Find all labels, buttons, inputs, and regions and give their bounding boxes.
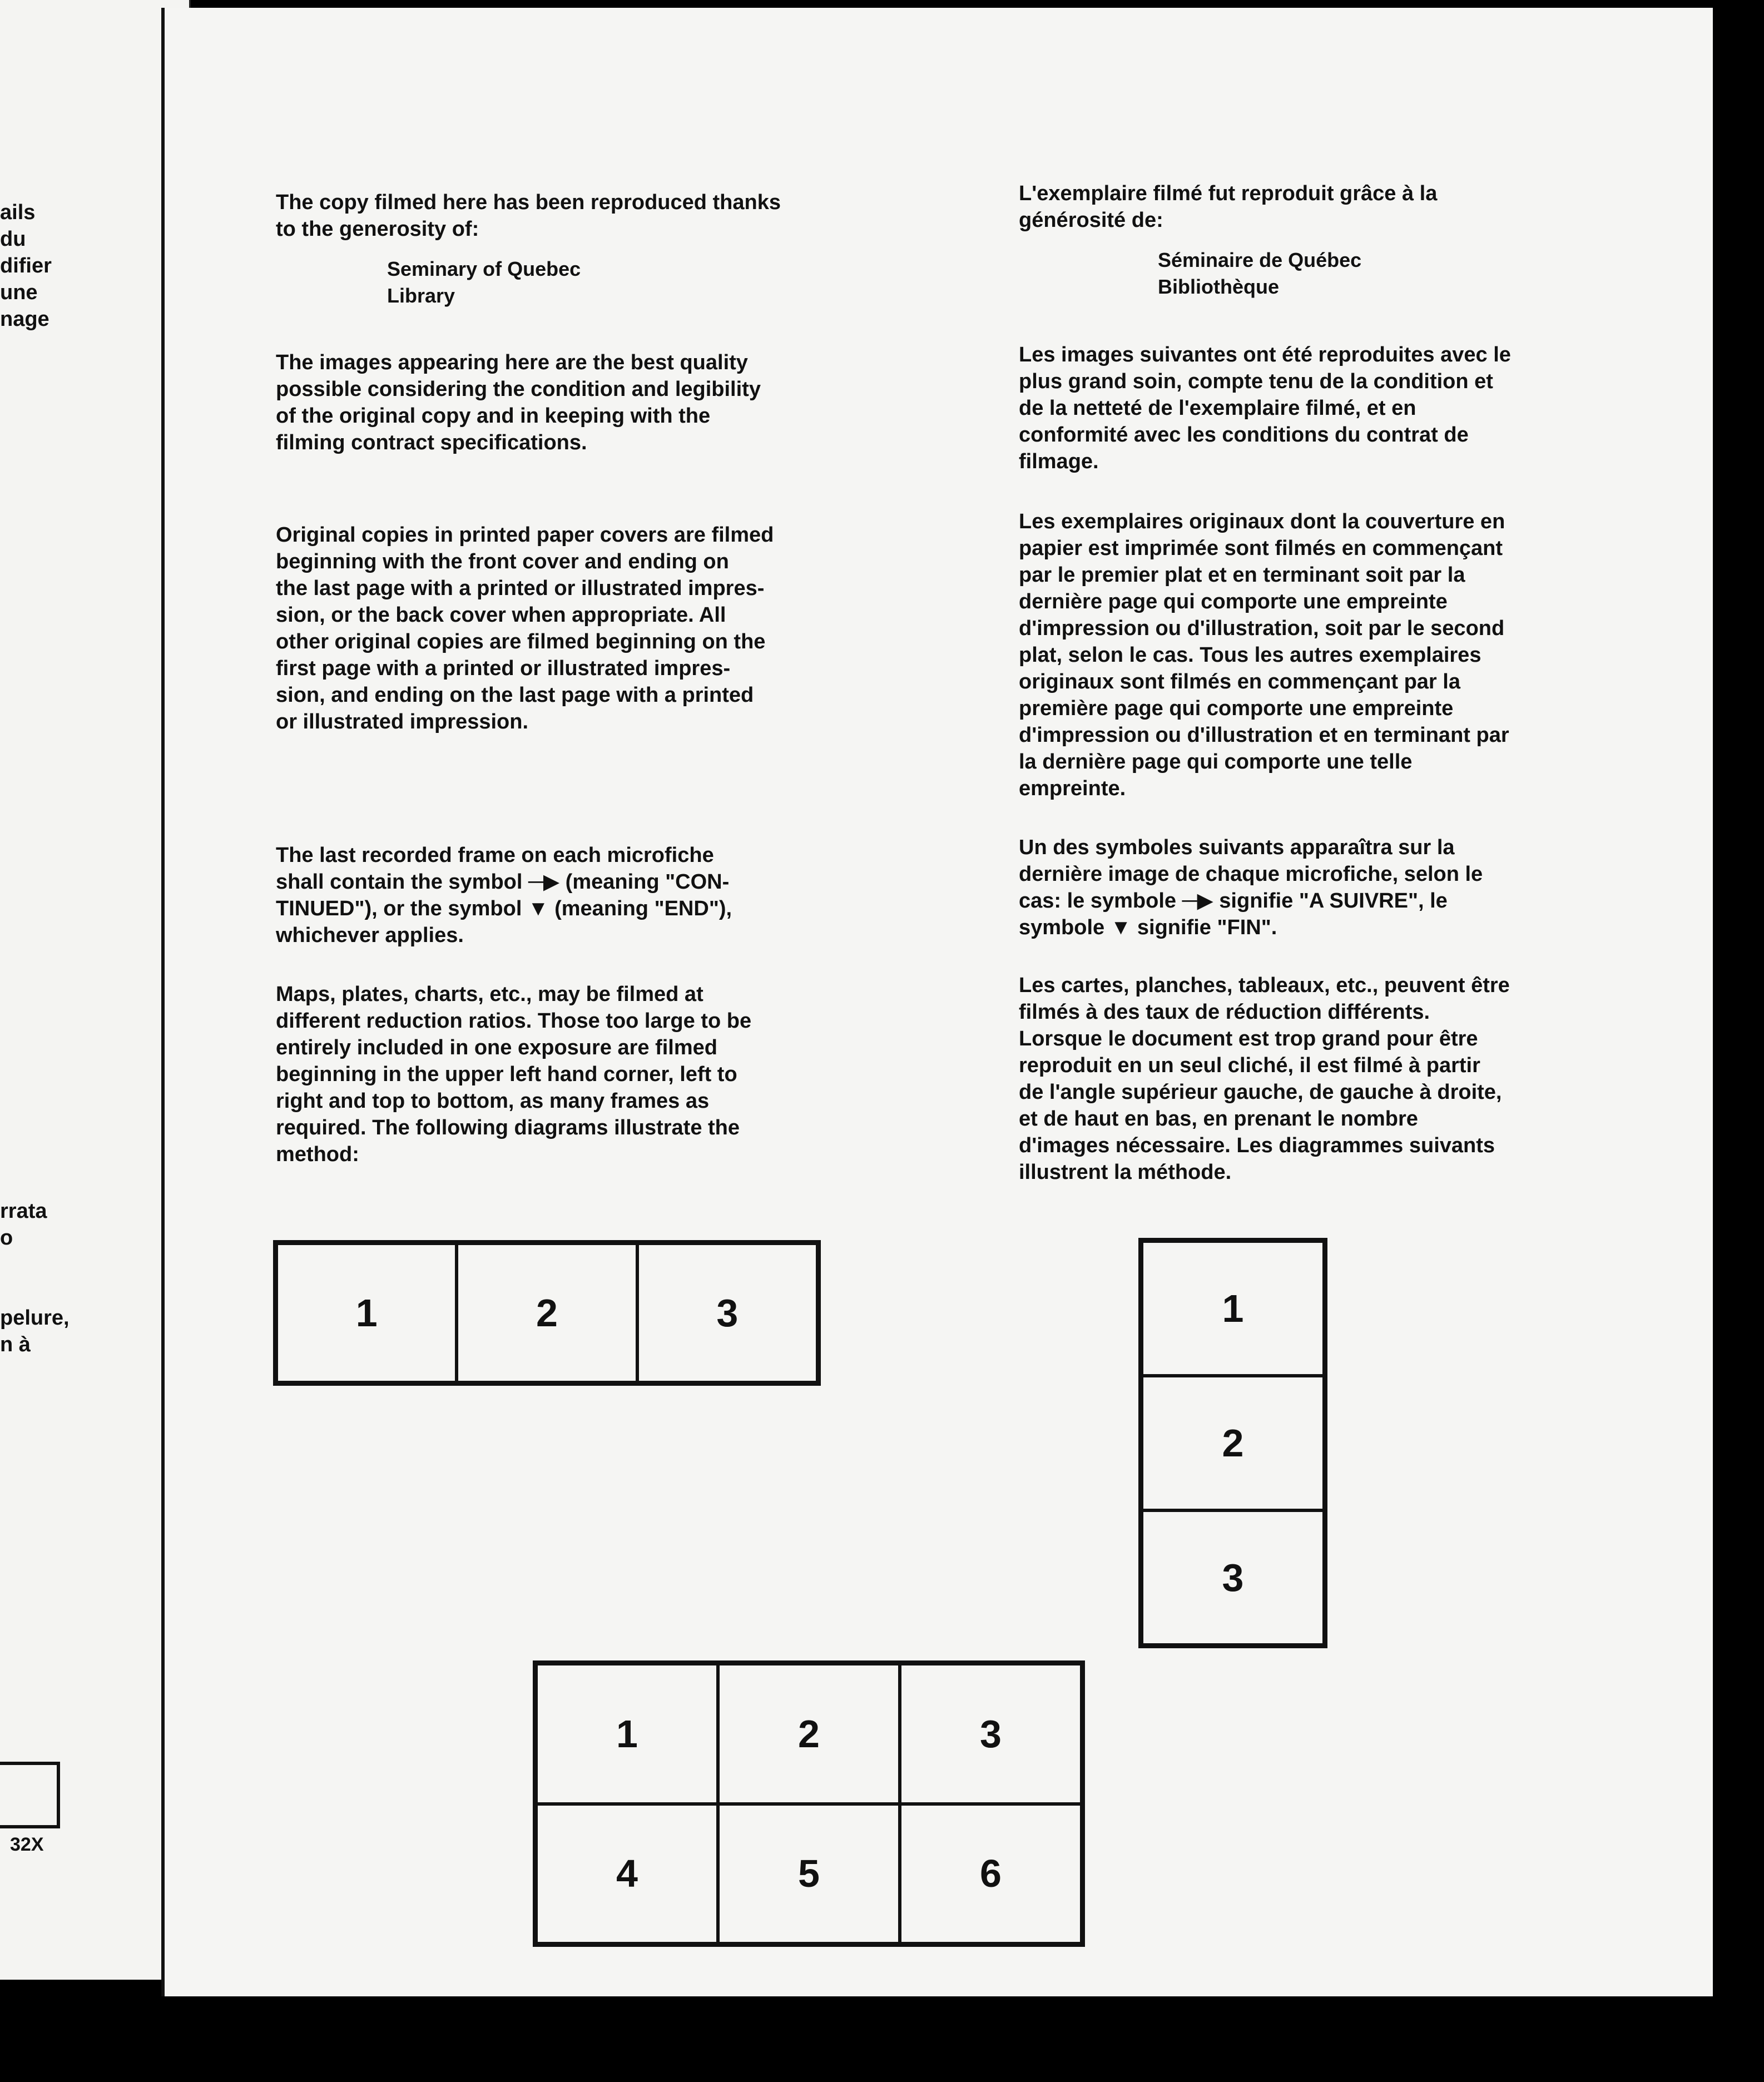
english-originals-paragraph: Original copies in printed paper covers are filmed beginning with the front cover and ending on the last page with a printed or illustrated impres- sion, or the back cover when appropriate. All other original copies are filmed beginning on the first page with a printed or illustrated impres- sion, and ending on the last page with a printed or illustrated impression. <box>276 523 774 733</box>
diagram-vertical-frames <box>1138 1238 1327 1648</box>
english-column <box>276 189 1049 1168</box>
reduction-scale-box <box>0 1762 60 1828</box>
french-symbols-paragraph: Un des symboles suivants apparaîtra sur la dernière image de chaque microfiche, selon le cas: le symbole ─▶ signifie "A SUIVRE", le symbole ▼ signifie "FIN". <box>1019 836 1483 939</box>
english-maps-paragraph: Maps, plates, charts, etc., may be filmed at different reduction ratios. Those too large to be entirely included in one exposure are filmed beginning in the upper left hand corner, left to right and top to bottom, as many frames as required. The following diagrams illustrate the method: <box>276 983 752 1166</box>
diagram-frame: 4 <box>536 1804 718 1944</box>
french-intro: L'exemplaire filmé fut reproduit grâce à la générosité de: <box>1019 182 1438 232</box>
diagram-frame: 2 <box>1142 1376 1324 1510</box>
diagram-frame: 5 <box>718 1804 900 1944</box>
french-maps-paragraph: Les cartes, planches, tableaux, etc., peuvent être filmés à des taux de réduction différents. Lorsque le document est trop grand pour être reproduit en un seul cliché, il est filmé à partir de l'angle supérieur gauche, de gauche à droite, et de haut en bas, en prenant le nombre d'images nécessaire. Les diagrammes suivants illustrent la méthode. <box>1019 974 1510 1184</box>
reduction-scale-label: 32X <box>10 1834 44 1855</box>
diagram-frame: 6 <box>900 1804 1082 1944</box>
left-text-fragment-middle: rrata o <box>0 1199 47 1250</box>
diagram-frame: 2 <box>718 1664 900 1804</box>
french-institution: Séminaire de Québec Bibliothèque <box>1158 249 1362 298</box>
english-intro: The copy filmed here has been reproduced thanks to the generosity of: <box>276 191 781 241</box>
diagram-frame: 1 <box>276 1243 457 1382</box>
diagram-frame: 1 <box>1142 1241 1324 1376</box>
diagram-horizontal-frames <box>273 1240 821 1386</box>
french-quality-paragraph: Les images suivantes ont été reproduites avec le plus grand soin, compte tenu de la condition et de la netteté de l'exemplaire filmé, et en conformité avec les conditions du contrat de filmage. <box>1019 343 1511 473</box>
diagram-frame: 2 <box>457 1243 637 1382</box>
french-column <box>1019 180 1764 1186</box>
diagram-frame: 3 <box>637 1243 817 1382</box>
diagram-frame: 3 <box>900 1664 1082 1804</box>
left-text-fragment-top: ails du difier une nage <box>0 201 52 331</box>
french-originals-paragraph: Les exemplaires originaux dont la couverture en papier est imprimée sont filmés en commençant par le premier plat et en terminant soit par la dernière page qui comporte une empreinte d'impression ou d'illustration, soit par le second plat, selon le cas. Tous les autres exemplaires originaux sont filmés en commençant par la première page qui comporte une empreinte d'impression ou d'illustration et en terminant par la dernière page qui comporte une telle empreinte. <box>1019 510 1509 800</box>
left-text-fragment-lower: pelure, n à <box>0 1306 70 1356</box>
english-symbols-paragraph: The last recorded frame on each microfiche shall contain the symbol ─▶ (meaning "CON- TINUED"), or the symbol ▼ (meaning "END"), whichever applies. <box>276 844 732 947</box>
english-quality-paragraph: The images appearing here are the best quality possible considering the condition and legibility of the original copy and in keeping with the filming contract specifications. <box>276 351 761 454</box>
diagram-frame: 1 <box>536 1664 718 1804</box>
diagram-frame: 3 <box>1142 1510 1324 1645</box>
film-edge-strip <box>1713 0 1764 2082</box>
diagram-grid-frames <box>533 1660 1085 1947</box>
english-institution: Seminary of Quebec Library <box>387 257 581 307</box>
